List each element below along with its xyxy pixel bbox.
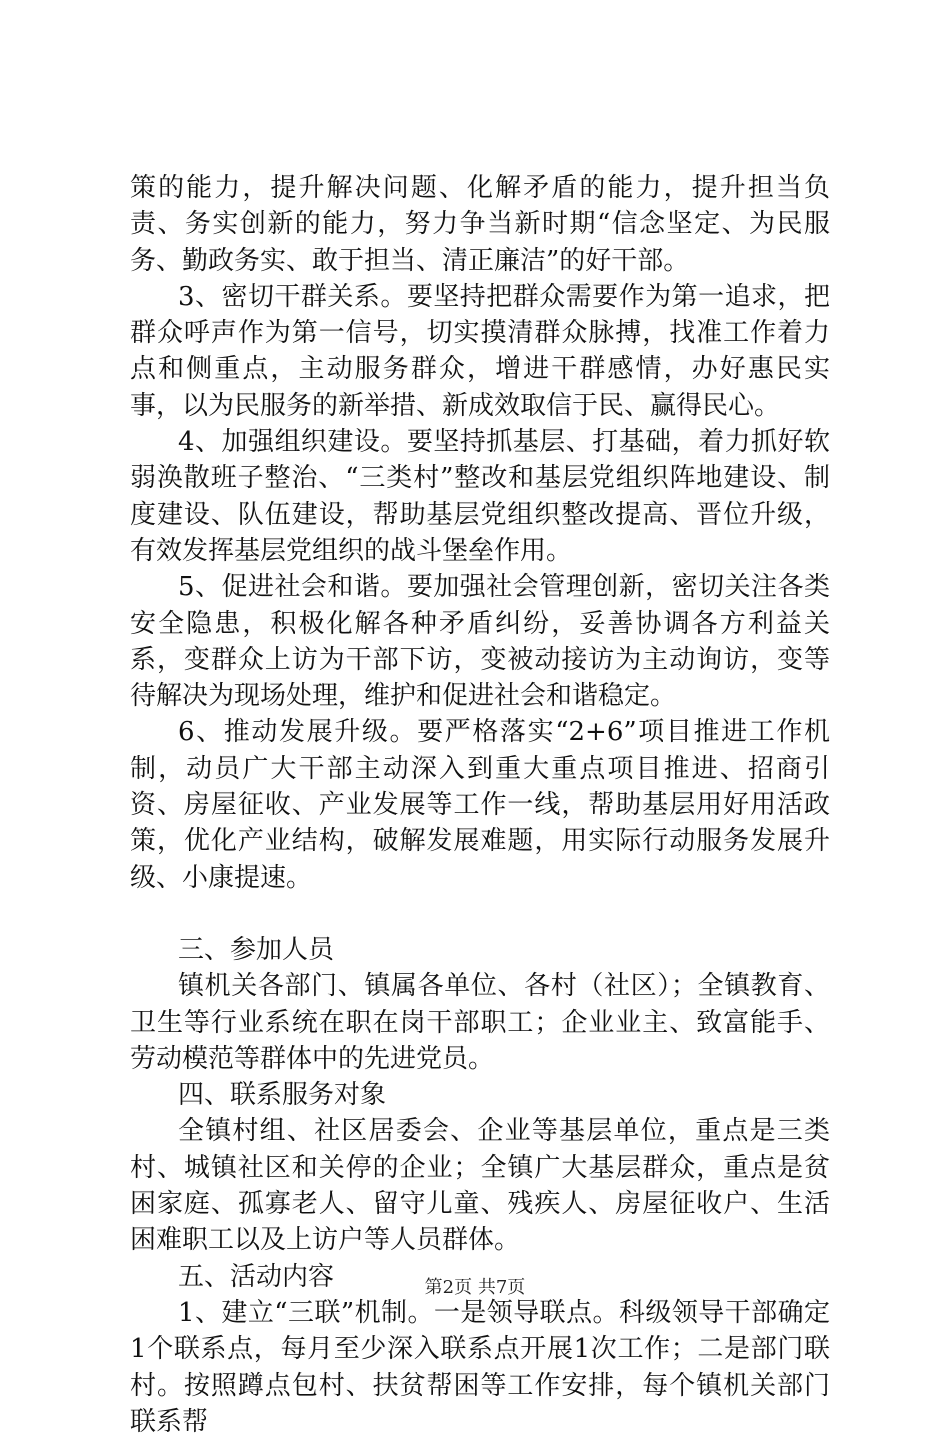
page-number-footer: 第2页 共7页: [424, 1277, 526, 1298]
paragraph-continuation: 策的能力，提升解决问题、化解矛盾的能力，提升担当负责、务实创新的能力，努力争当新时期“信念坚定、为民服务、勤政务实、敢于担当、清正廉洁”的好干部。: [130, 173, 830, 276]
paragraph-activity-1: 1、建立“三联”机制。一是领导联点。科级领导干部确定1个联系点，每月至少深入联系点开展1次工作；二是部门联村。按照蹲点包村、扶贫帮困等工作安排，每个镇机关部门联系帮: [130, 1297, 830, 1437]
section-heading-participants: 三、参加人员: [178, 934, 335, 965]
paragraph-item-3: 3、密切干群关系。要坚持把群众需要作为第一追求，把群众呼声作为第一信号，切实摸清群众脉搏，找准工作着力点和侧重点，主动服务群众，增进干群感情，办好惠民实事，以为民服务的新举措、新成效取信于民、赢得民心。: [130, 281, 830, 421]
section-heading-activities: 五、活动内容: [178, 1261, 335, 1292]
document-body: [130, 170, 830, 1440]
paragraph-item-4: 4、加强组织建设。要坚持抓基层、打基础，着力抓好软弱涣散班子整治、“三类村”整改和基层党组织阵地建设、制度建设、队伍建设，帮助基层党组织整改提高、晋位升级，有效发挥基层党组织的战斗堡垒作用。: [130, 427, 830, 566]
section-heading-service-targets: 四、联系服务对象: [178, 1080, 387, 1111]
blank-line: [130, 896, 830, 932]
paragraph-participants: 镇机关各部门、镇属各单位、各村（社区）；全镇教育、卫生等行业系统在职在岗干部职工；企业业主、致富能手、劳动模范等群体中的先进党员。: [130, 971, 830, 1074]
paragraph-item-5: 5、促进社会和谐。要加强社会管理创新，密切关注各类安全隐患，积极化解各种矛盾纠纷，妥善协调各方利益关系，变群众上访为干部下访，变被动接访为主动询访，变等待解决为现场处理，维护和促进社会和谐稳定。: [130, 572, 830, 712]
paragraph-item-6: 6、推动发展升级。要严格落实“2+6”项目推进工作机制，动员广大干部主动深入到重大重点项目推进、招商引资、房屋征收、产业发展等工作一线，帮助基层用好用活政策，优化产业结构，破解发展难题，用实际行动服务发展升级、小康提速。: [130, 717, 830, 893]
paragraph-service-targets: 全镇村组、社区居委会、企业等基层单位，重点是三类村、城镇社区和关停的企业；全镇广大基层群众，重点是贫困家庭、孤寡老人、留守儿童、残疾人、房屋征收户、生活困难职工以及上访户等人员群体。: [130, 1116, 830, 1256]
